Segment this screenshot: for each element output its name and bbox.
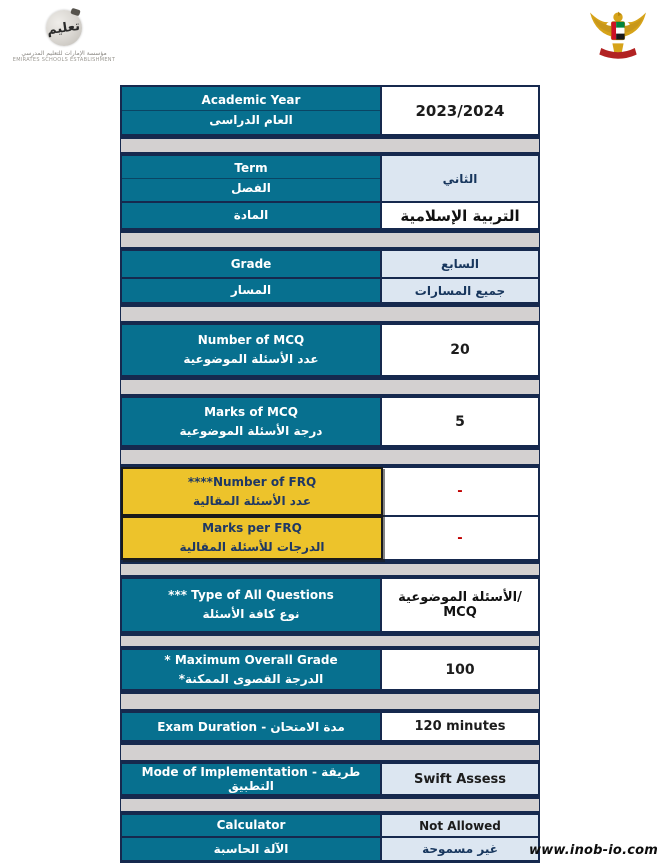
calculator-label-en: Calculator	[216, 818, 286, 833]
exam-duration-label: Exam Duration - مدة الامتحان	[122, 713, 382, 740]
mcq-marks-value: 5	[382, 398, 538, 445]
max-grade-value: 100	[382, 650, 538, 689]
separator-row	[120, 692, 540, 711]
calligraphy-text: تعليم	[46, 18, 82, 38]
mcq-marks-label	[122, 398, 382, 445]
uae-emblem-icon	[588, 6, 648, 62]
frq-count-label-en: ****Number of FRQ	[187, 474, 317, 489]
implementation-mode-label: Mode of Implementation - طريقة التطبيق	[122, 764, 382, 794]
org-name-english: EMIRATES SCHOOLS ESTABLISHMENT	[12, 57, 116, 63]
mcq-count-value: 20	[382, 325, 538, 375]
stream-label	[122, 279, 382, 302]
separator-row	[120, 797, 540, 813]
row-calculator	[120, 813, 540, 863]
mcq-marks-label-ar: درجة الأسئلة الموضوعية	[179, 423, 323, 438]
academic-year-label-ar: العام الدراسى	[122, 110, 380, 130]
grade-label-en: Grade	[230, 256, 272, 271]
grade-value: السابع	[382, 251, 538, 277]
stream-label-ar: المسار	[230, 283, 272, 298]
separator-row	[120, 305, 540, 323]
separator-row	[120, 448, 540, 466]
grade-label	[122, 251, 382, 277]
frq-marks-label-en: Marks per FRQ	[202, 521, 302, 536]
max-grade-label-ar: *الدرجة القصوى الممكنة	[178, 671, 324, 686]
calculator-label-ar-row	[122, 838, 382, 860]
row-frq	[120, 466, 540, 562]
frq-count-label	[121, 467, 383, 516]
separator-row	[120, 743, 540, 762]
separator-row	[120, 378, 540, 396]
row-term-subject	[120, 154, 540, 231]
mcq-count-label-ar: عدد الأسئلة الموضوعية	[183, 352, 319, 366]
subject-value: التربية الإسلامية	[382, 203, 538, 228]
taaleem-calligraphy-icon	[46, 10, 82, 46]
row-max-grade	[120, 648, 540, 692]
separator-row	[120, 634, 540, 648]
question-type-label	[122, 579, 382, 631]
subject-label-ar: المادة	[233, 208, 269, 223]
row-academic-year	[120, 85, 540, 137]
frq-marks-label	[121, 516, 383, 560]
separator-row	[120, 562, 540, 577]
frq-count-value: -	[382, 468, 538, 515]
separator-row	[120, 137, 540, 154]
question-type-label-ar: نوع كافة الأسئلة	[202, 607, 300, 621]
question-type-label-en: *** Type of All Questions	[168, 588, 334, 603]
exam-specification-table	[120, 85, 540, 863]
row-grade-stream	[120, 249, 540, 305]
subject-label	[122, 203, 382, 228]
frq-marks-value: -	[382, 517, 538, 559]
academic-year-label	[122, 87, 382, 134]
frq-marks-label-ar: الدرجات للأسئلة المقالية	[179, 540, 325, 554]
question-type-value: الأسئلة الموضوعية/ MCQ	[382, 579, 538, 631]
term-label	[122, 156, 382, 201]
academic-year-value: 2023/2024	[382, 87, 538, 134]
academic-year-label-en: Academic Year	[201, 93, 301, 108]
implementation-mode-value: Swift Assess	[382, 764, 538, 794]
row-implementation-mode	[120, 762, 540, 797]
max-grade-label-en: * Maximum Overall Grade	[164, 652, 338, 667]
stream-value: جميع المسارات	[382, 279, 538, 302]
calculator-value-ar: غير مسموحة	[382, 838, 538, 860]
frq-count-label-ar: عدد الأسئلة المقالية	[192, 493, 312, 508]
mcq-count-label-en: Number of MCQ	[197, 333, 305, 348]
row-mcq-marks	[120, 396, 540, 448]
max-grade-label	[122, 650, 382, 689]
term-label-en: Term	[234, 161, 268, 176]
calculator-value-en: Not Allowed	[382, 815, 538, 836]
calculator-label	[122, 815, 382, 836]
exam-duration-value: 120 minutes	[382, 713, 538, 740]
emirates-schools-establishment-logo	[8, 10, 120, 63]
row-exam-duration	[120, 711, 540, 743]
org-name-arabic: مؤسسة الإمارات للتعليم المدرسي	[21, 50, 107, 57]
mcq-marks-label-en: Marks of MCQ	[204, 404, 298, 419]
mcq-count-label	[122, 325, 382, 375]
term-label-ar: الفصل	[122, 178, 380, 198]
row-mcq-count	[120, 323, 540, 378]
term-value: الثاني	[382, 156, 538, 201]
calculator-label-ar: الآلة الحاسبة	[213, 841, 289, 856]
watermark-text: www.inob-io.com	[529, 843, 658, 858]
row-question-type	[120, 577, 540, 634]
separator-row	[120, 231, 540, 249]
